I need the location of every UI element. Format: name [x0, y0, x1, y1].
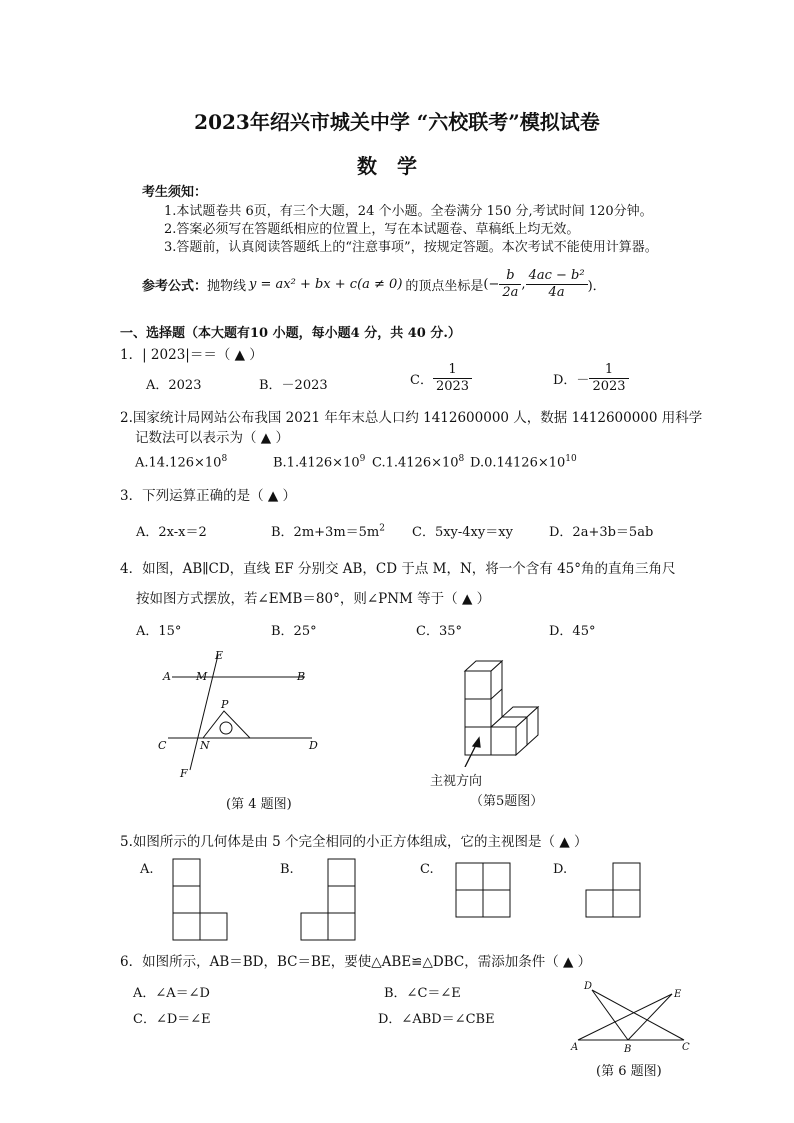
- figure-5-caption: （第5题图）: [470, 794, 544, 809]
- formula-fraction-2-denominator: 4a: [548, 285, 565, 301]
- question-1-stem: 1．| 2023|＝＝（ ▲ ）: [120, 347, 263, 363]
- segment-ae: [578, 994, 672, 1040]
- label-e: E: [674, 989, 682, 1000]
- formula-comma: ,: [521, 277, 526, 293]
- question-2-option-c: [372, 454, 464, 470]
- question-3-option-d: D．2a+3b＝5ab: [549, 525, 654, 540]
- label-f: F: [180, 767, 188, 780]
- formula-close: )．: [587, 279, 606, 295]
- question-6-option-b: B．∠C＝∠E: [384, 986, 461, 1001]
- label-a: A: [571, 1042, 579, 1053]
- question-3-option-b-exponent: 2: [379, 523, 385, 534]
- question-4-line-1: 4．如图，AB∥CD，直线 EF 分别交 AB，CD 于点 M，N，将一个含有 45°角的直角三角尺: [120, 561, 676, 577]
- segment-dc: [592, 990, 684, 1040]
- question-3-option-b-base: B．2m+3m＝5m: [271, 525, 380, 540]
- question-2-line-2: 记数法可以表示为（ ▲ ）: [135, 430, 289, 446]
- question-4-option-b: B．25°: [271, 624, 317, 639]
- formula-text-1: 抛物线: [207, 279, 247, 295]
- question-2-option-b-exponent: 9: [359, 454, 366, 464]
- question-4-line-2: 按如图方式摆放，若∠EMB＝80°，则∠PNM 等于（ ▲ ）: [136, 591, 491, 607]
- question-5-stem: 5.如图所示的几何体是由 5 个完全相同的小正方体组成，它的主视图是（ ▲ ）: [120, 834, 588, 850]
- label-c: C: [682, 1042, 690, 1053]
- question-4-option-a: A．15°: [136, 624, 182, 639]
- question-6-stem: 6．如图所示，AB＝BD，BC＝BE，要使△ABE≌△DBC，需添加条件（ ▲ ）: [120, 954, 592, 970]
- question-6-option-c: C．∠D＝∠E: [133, 1012, 211, 1027]
- notice-item-3: 3.答题前，认真阅读答题纸上的“注意事项”，按规定答题。本次考试不能使用计算器。: [164, 240, 658, 255]
- question-2-option-d-exponent: 10: [565, 454, 577, 464]
- question-2-option-b: [273, 454, 365, 470]
- question-3-stem: 3．下列运算正确的是（ ▲ ）: [120, 488, 297, 504]
- question-1-option-c-numerator: 1: [433, 362, 472, 379]
- formula-fraction-2-numerator: 4ac − b²: [526, 268, 588, 285]
- question-1-option-d-label: D．－: [553, 373, 590, 389]
- exam-title: 2023年绍兴市城关中学 “六校联考”模拟试卷: [194, 110, 600, 134]
- label-c: C: [158, 739, 167, 752]
- question-2-option-d-base: D.0.14126×10: [470, 455, 566, 471]
- figure-6-diagram: [566, 978, 696, 1058]
- question-3-option-a: A．2x-x＝2: [136, 525, 207, 540]
- question-6-option-a: A．∠A＝∠D: [133, 986, 210, 1001]
- formula-text-2: 的顶点坐标是: [405, 279, 484, 295]
- label-d: D: [309, 739, 318, 752]
- question-1-option-d-denominator: 2023: [592, 379, 626, 395]
- question-1-option-c-denominator: 2023: [435, 379, 470, 395]
- question-2-option-c-exponent: 8: [458, 454, 465, 464]
- question-1-option-c-fraction: [433, 362, 472, 396]
- question-2-option-a: [135, 454, 227, 470]
- question-2-option-a-exponent: 8: [221, 454, 228, 464]
- label-m: M: [196, 670, 208, 683]
- figure-4-caption: (第 4 题图): [226, 797, 292, 812]
- subject-title: 数学: [357, 154, 437, 178]
- question-2-option-b-base: B.1.4126×10: [273, 455, 360, 471]
- formula-fraction-2: [526, 268, 588, 302]
- question-5-option-d: D.: [553, 862, 568, 877]
- formula-fraction-1-numerator: b: [499, 268, 521, 285]
- question-5-option-b-view: [300, 858, 356, 942]
- figure-4-diagram: [150, 645, 340, 785]
- notice-item-2: 2.答案必须写在答题纸相应的位置上，写在本试题卷、草稿纸上均无效。: [164, 222, 580, 237]
- question-2-option-c-base: C.1.4126×10: [372, 455, 459, 471]
- formula-expression: y = ax² + bx + c(a ≠ 0): [249, 277, 403, 293]
- label-d: D: [584, 981, 593, 992]
- question-1-option-a: A．2023: [146, 378, 202, 393]
- question-2-option-d: [470, 454, 577, 470]
- notice-heading: 考生须知：: [142, 185, 208, 200]
- label-b: B: [624, 1044, 632, 1055]
- label-e: E: [215, 649, 224, 662]
- label-b: B: [297, 670, 306, 683]
- question-1-option-d-fraction: [589, 362, 628, 396]
- reference-formula: [142, 268, 606, 302]
- question-1-option-d: [553, 362, 629, 396]
- question-5-option-a-view: [172, 858, 228, 942]
- label-a: A: [163, 670, 171, 683]
- cube-front-middle-left: [465, 699, 491, 727]
- question-5-option-c-view: [455, 862, 511, 918]
- formula-label: 参考公式：: [142, 279, 208, 295]
- segment-be: [628, 994, 672, 1040]
- question-4-option-d: D．45°: [549, 624, 596, 639]
- figure-6-caption: (第 6 题图): [596, 1064, 662, 1079]
- view-direction-label: 主视方向: [430, 774, 483, 789]
- question-5-option-b: B.: [280, 862, 294, 877]
- question-2-option-a-base: A.14.126×10: [135, 455, 222, 471]
- label-p: P: [221, 698, 229, 711]
- notice-item-1: 1.本试题卷共 6页，有三个大题，24 个小题。全卷满分 150 分,考试时间 120分钟。: [164, 204, 653, 219]
- question-5-option-d-view: [585, 862, 641, 918]
- segment-db: [592, 990, 628, 1040]
- label-n: N: [200, 739, 210, 752]
- question-1-option-d-numerator: 1: [589, 362, 628, 379]
- question-3-option-b: [271, 521, 385, 540]
- question-1-option-b: B．－2023: [259, 378, 328, 393]
- formula-fraction-1: [499, 268, 521, 302]
- figure-5-diagram: [455, 655, 545, 767]
- cube-front-lower-right: [491, 727, 516, 755]
- section-heading: 一、选择题（本大题有10 小题，每小题4 分，共 40 分.）: [120, 326, 461, 341]
- question-2-line-1: 2.国家统计局网站公布我国 2021 年年末总人口约 1412600000 人，数据 1412600000 用科学: [120, 410, 703, 426]
- set-square-hole: [220, 722, 232, 734]
- question-1-option-c: [410, 362, 472, 396]
- question-6-option-d: D．∠ABD＝∠CBE: [378, 1012, 495, 1027]
- question-3-option-c: C．5xy-4xy＝xy: [412, 525, 513, 540]
- question-1-option-c-label: C．: [410, 373, 433, 389]
- question-4-option-c: C．35°: [416, 624, 462, 639]
- question-5-option-a: A.: [140, 862, 154, 877]
- formula-open: (−: [483, 277, 500, 293]
- cube-front-top-left: [465, 671, 491, 699]
- formula-fraction-1-denominator: 2a: [502, 285, 519, 301]
- question-5-option-c: C.: [420, 862, 434, 877]
